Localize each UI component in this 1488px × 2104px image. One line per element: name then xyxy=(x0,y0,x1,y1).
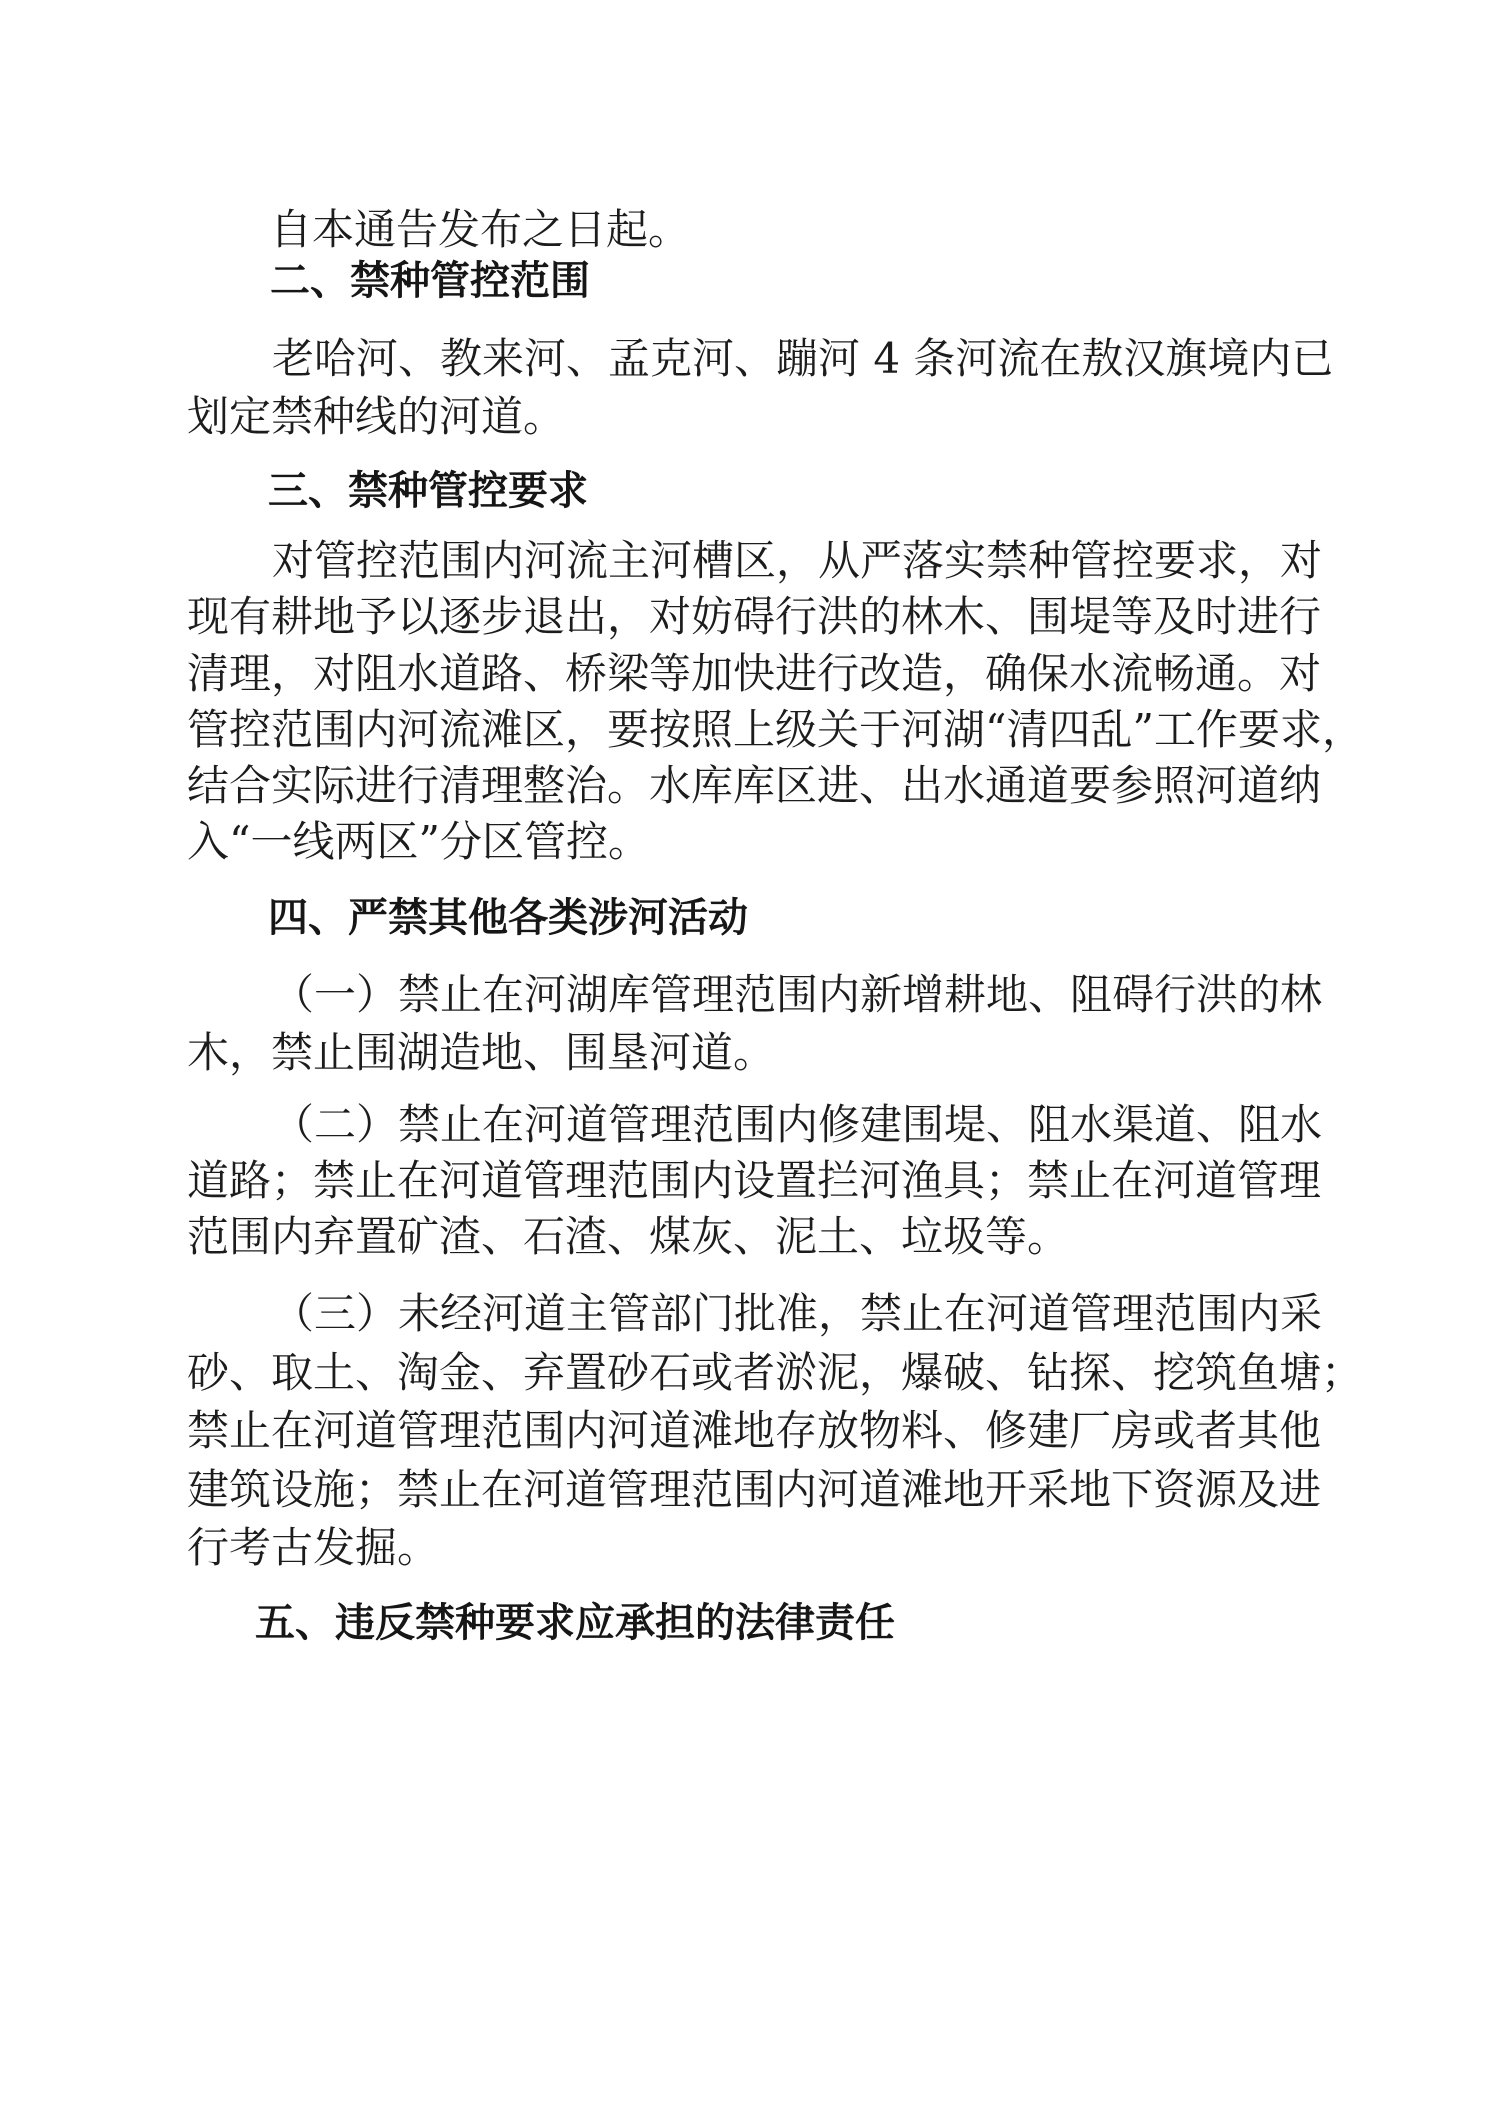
paragraph-line: 对管控范围内河流主河槽区，从严落实禁种管控要求，对 xyxy=(272,536,1323,585)
section-heading-4: 四、严禁其他各类涉河活动 xyxy=(268,895,748,941)
paragraph-line: 管控范围内河流滩区，要按照上级关于河湖“清四乱”工作要求， xyxy=(187,705,1364,754)
paragraph-line: 入“一线两区”分区管控。 xyxy=(187,817,650,866)
paragraph-line: 行考古发掘。 xyxy=(187,1523,440,1572)
paragraph-line: 建筑设施；禁止在河道管理范围内河道滩地开采地下资源及进 xyxy=(187,1465,1322,1514)
paragraph-line: 老哈河、教来河、孟克河、蹦河 4 条河流在敖汉旗境内已 xyxy=(272,334,1334,383)
paragraph-line: 砂、取土、淘金、弃置砂石或者淤泥，爆破、钻探、挖筑鱼塘； xyxy=(187,1348,1364,1397)
section-heading-3: 三、禁种管控要求 xyxy=(268,468,588,514)
paragraph-line: 禁止在河道管理范围内河道滩地存放物料、修建厂房或者其他 xyxy=(187,1406,1322,1455)
text-line: 自本通告发布之日起。 xyxy=(270,205,691,254)
paragraph-line: 范围内弃置矿渣、石渣、煤灰、泥土、垃圾等。 xyxy=(187,1212,1070,1261)
paragraph-line: 道路；禁止在河道管理范围内设置拦河渔具；禁止在河道管理 xyxy=(187,1156,1322,1205)
paragraph-line: 清理，对阻水道路、桥梁等加快进行改造，确保水流畅通。对 xyxy=(187,649,1322,698)
paragraph-line: 划定禁种线的河道。 xyxy=(187,392,566,441)
paragraph-line: 木，禁止围湖造地、围垦河道。 xyxy=(187,1028,776,1077)
paragraph-line: 现有耕地予以逐步退出，对妨碍行洪的林木、围堤等及时进行 xyxy=(187,592,1322,641)
paragraph-line: 结合实际进行清理整治。水库库区进、出水通道要参照河道纳 xyxy=(187,761,1322,810)
paragraph-line: （三）未经河道主管部门批准，禁止在河道管理范围内采 xyxy=(272,1289,1323,1338)
paragraph-line: （一）禁止在河湖库管理范围内新增耕地、阻碍行洪的林 xyxy=(272,970,1323,1019)
section-heading-5: 五、违反禁种要求应承担的法律责任 xyxy=(255,1600,895,1646)
section-heading-2: 二、禁种管控范围 xyxy=(270,258,590,304)
paragraph-line: （二）禁止在河道管理范围内修建围堤、阻水渠道、阻水 xyxy=(272,1100,1323,1149)
